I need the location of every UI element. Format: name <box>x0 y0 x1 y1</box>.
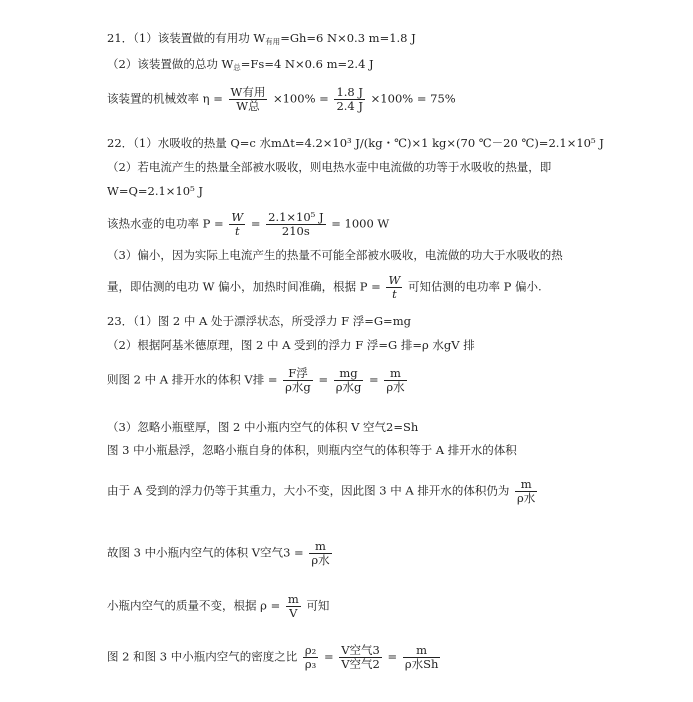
q23-line4: （3）忽略小瓶壁厚，图 2 中小瓶内空气的体积 V 空气2=Sh <box>107 420 419 434</box>
q22-line2: （2）若电流产生的热量全部被水吸收，则电热水壶中电流做的功等于水吸收的热量，即 <box>107 160 552 174</box>
fraction: $\frac{W}{t}$ <box>231 210 244 238</box>
q22-line4-power: 该热水壶的电功率 P = $\frac{W}{t}$ = $\frac{\text{2.1×10⁵ J}}{210s}$ = 1000 W <box>107 210 390 238</box>
fraction: $\frac{\text{ρ₂}}{\text{ρ₃}}$ <box>304 643 317 671</box>
fraction: $\frac{m}{\text{ρ水}}$ <box>517 477 536 505</box>
q23-line8: 小瓶内空气的质量不变，根据 ρ = $\frac{m}{V}$ 可知 <box>107 592 330 620</box>
fraction: $\frac{m}{\text{ρ水}}$ <box>386 366 405 394</box>
q22-line3: W=Q=2.1×10⁵ J <box>107 184 203 198</box>
q21-line1: 21．（1）该装置做的有用功 W有用=Gh=6 N×0.3 m=1.8 J <box>107 31 416 46</box>
fraction: $\frac{\text{W有用}}{\text{W总}}$ <box>230 85 266 113</box>
fraction: $\frac{m}{\text{ρ水Sh}}$ <box>404 643 439 671</box>
q22-line5: （3）偏小，因为实际上电流产生的热量不可能全部被水吸收，电流做的功大于水吸收的热 <box>107 248 563 262</box>
q23-line2: （2）根据阿基米德原理，图 2 中 A 受到的浮力 F 浮=G 排=ρ 水gV 排 <box>107 338 475 352</box>
q23-line7: 故图 3 中小瓶内空气的体积 V空气3 = $\frac{m}{\text{ρ水}}$ <box>107 539 330 567</box>
fraction: $\frac{\text{2.1×10⁵ J}}{210s}$ <box>268 210 324 238</box>
fraction: $\frac{mg}{\text{ρ水g}}$ <box>335 366 362 394</box>
q23-line5: 图 3 中小瓶悬浮，忽略小瓶自身的体积，则瓶内空气的体积等于 A 排开水的体积 <box>107 443 517 457</box>
fraction: $\frac{m}{\text{ρ水}}$ <box>311 539 330 567</box>
q23-line1: 23．（1）图 2 中 A 处于漂浮状态，所受浮力 F 浮=G=mg <box>107 314 411 328</box>
fraction: $\frac{1.8 J}{2.4 J}$ <box>336 85 364 113</box>
fraction: $\frac{W}{t}$ <box>388 273 401 301</box>
q22-line1: 22．（1）水吸收的热量 Q=c 水mΔt=4.2×10³ J/(kg・℃)×1 kg×(70 ℃－20 ℃)=2.1×10⁵ J <box>107 136 604 150</box>
q23-line3-volume: 则图 2 中 A 排开水的体积 V排 = $\frac{\text{F浮}}{\text{ρ水g}}$ = $\frac{mg}{\text{ρ水g}}$ = $\frac{m}{\text{ρ水}}$ <box>107 366 405 394</box>
fraction: $\frac{m}{V}$ <box>287 592 299 620</box>
fraction: $\frac{\text{V空气3}}{\text{V空气2}}$ <box>341 643 380 671</box>
q23-line6: 由于 A 受到的浮力仍等于其重力，大小不变，因此图 3 中 A 排开水的体积仍为 $\frac{m}{\text{ρ水}}$ <box>107 477 536 505</box>
q21-line2: （2）该装置做的总功 W总=Fs=4 N×0.6 m=2.4 J <box>107 57 374 72</box>
q23-line9: 图 2 和图 3 中小瓶内空气的密度之比 $\frac{\text{ρ₂}}{\text{ρ₃}}$ = $\frac{\text{V空气3}}{\text{V空气2}}$ = $\frac{m}{\text{ρ水Sh}}$ <box>107 643 439 671</box>
q21-line3-efficiency: 该装置的机械效率 η = $\frac{\text{W有用}}{\text{W总}}$ ×100% = $\frac{1.8 J}{2.4 J}$ ×100% = 75% <box>107 85 456 113</box>
q22-line6: 量，即估测的电功 W 偏小，加热时间准确，根据 P = $\frac{W}{t}$ 可知估测的电功率 P 偏小. <box>107 273 542 301</box>
fraction: $\frac{\text{F浮}}{\text{ρ水g}}$ <box>285 366 311 394</box>
